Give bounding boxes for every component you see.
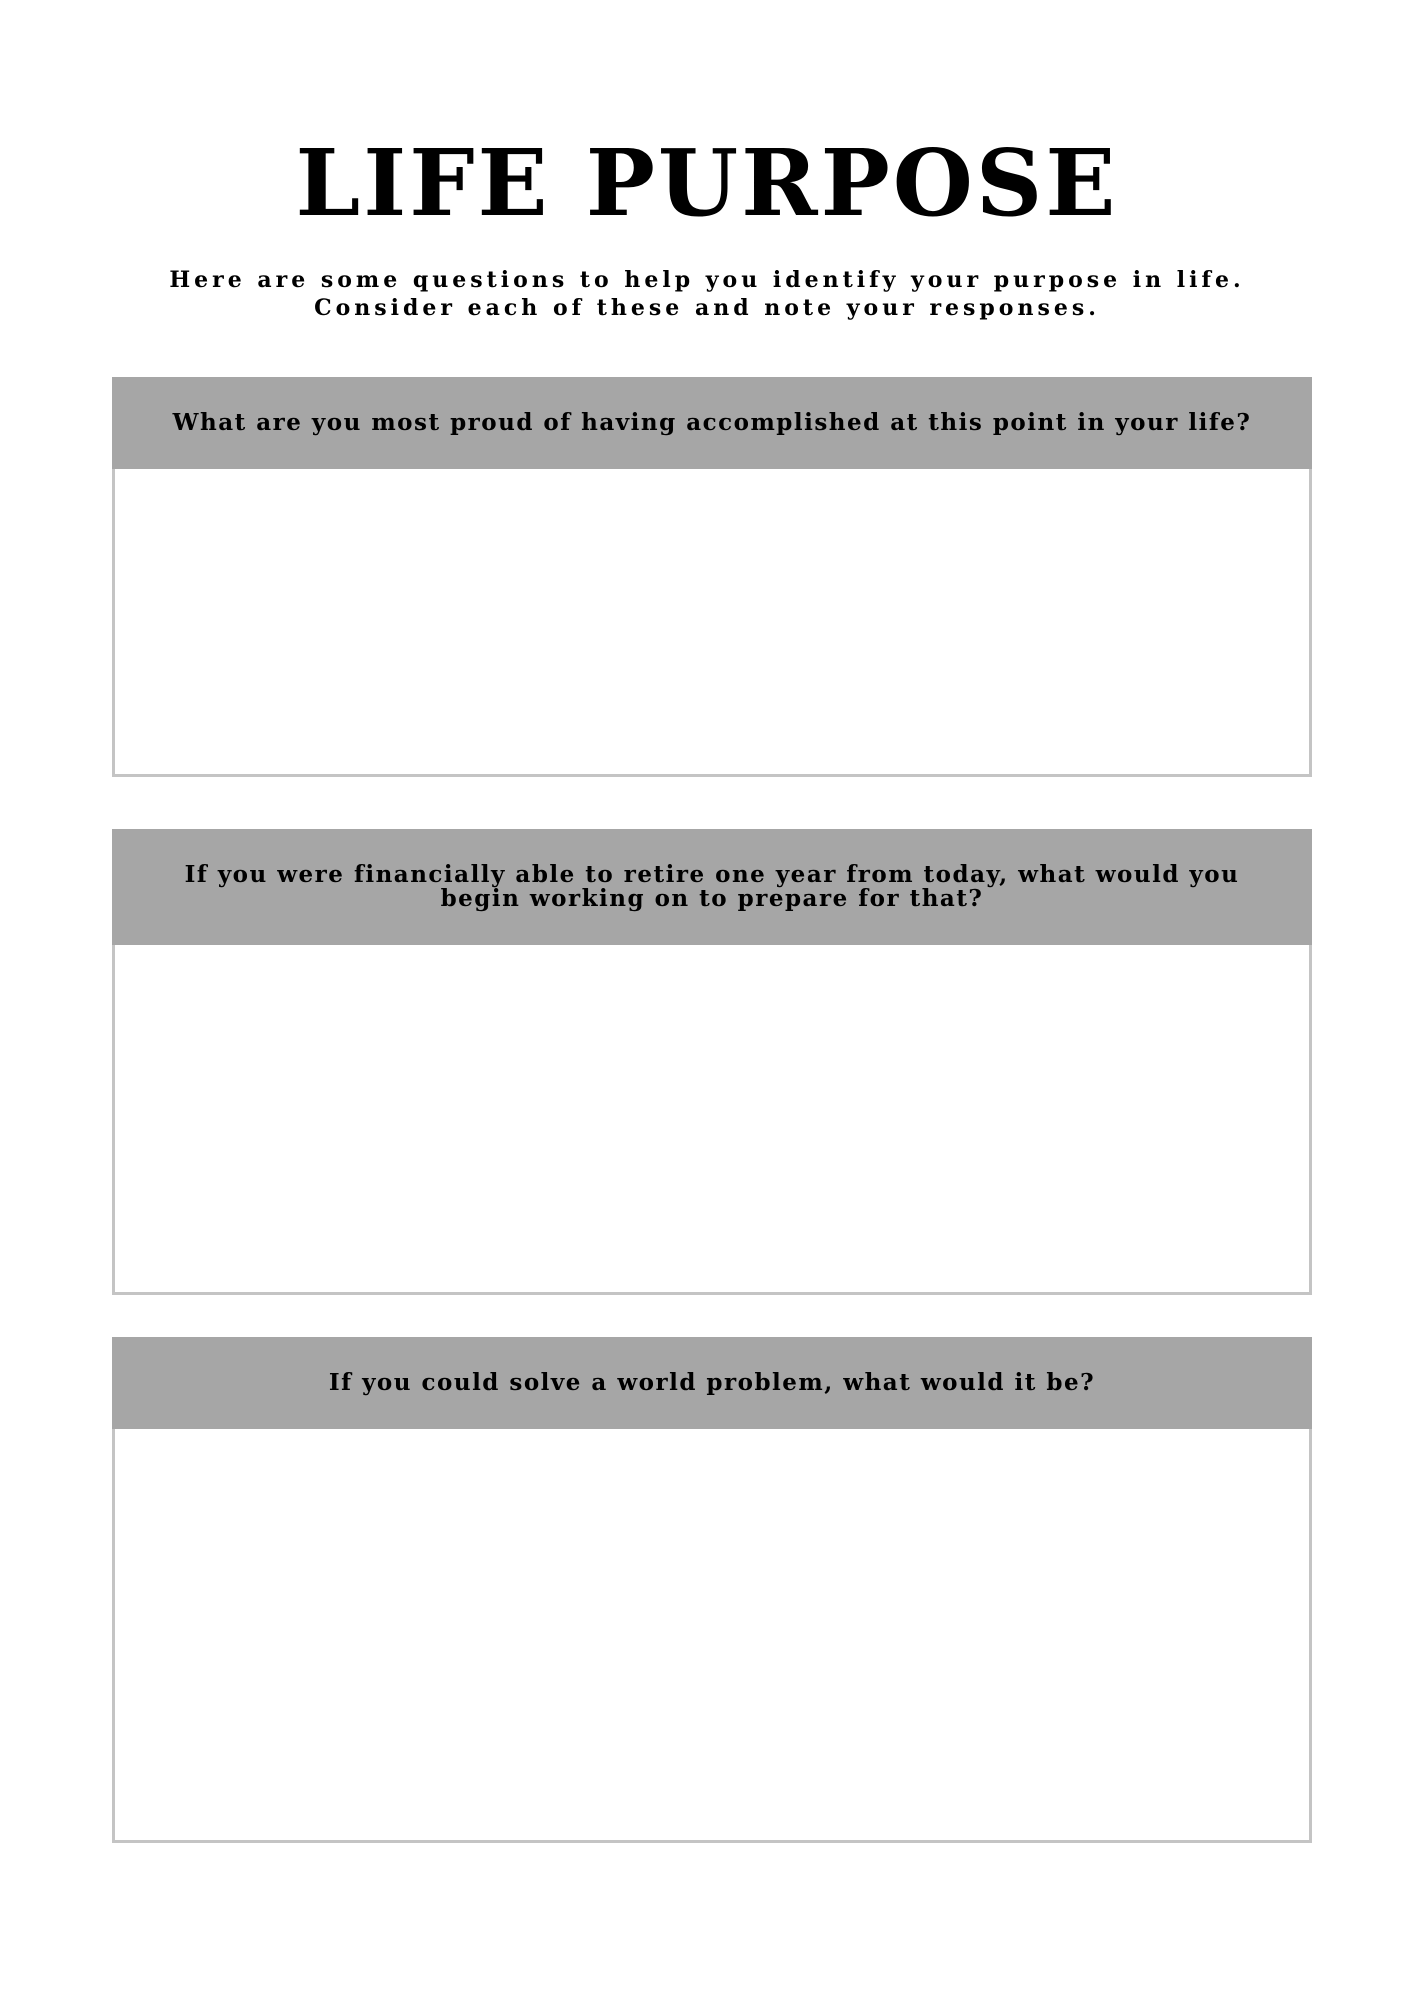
question-text-1: What are you most proud of having accomplished at this point in your life? [172,409,1252,436]
question-header-1 [112,377,1312,469]
page-subtitle [0,266,1414,322]
subtitle-line-1: Here are some questions to help you identify your purpose in life. [169,267,1245,293]
question-block-1 [112,377,1312,777]
question-text-2: If you were financially able to retire one year from today, what would you begin working on to prepare for that? [184,861,1240,912]
question-header-2 [112,829,1312,945]
question-block-2 [112,829,1312,1295]
question-block-3 [112,1337,1312,1843]
question-header-3 [112,1337,1312,1429]
subtitle-line-2: Consider each of these and note your responses. [314,295,1100,321]
page-title: LIFE PURPOSE [295,129,1119,237]
question-text-3: If you could solve a world problem, what would it be? [328,1369,1096,1396]
